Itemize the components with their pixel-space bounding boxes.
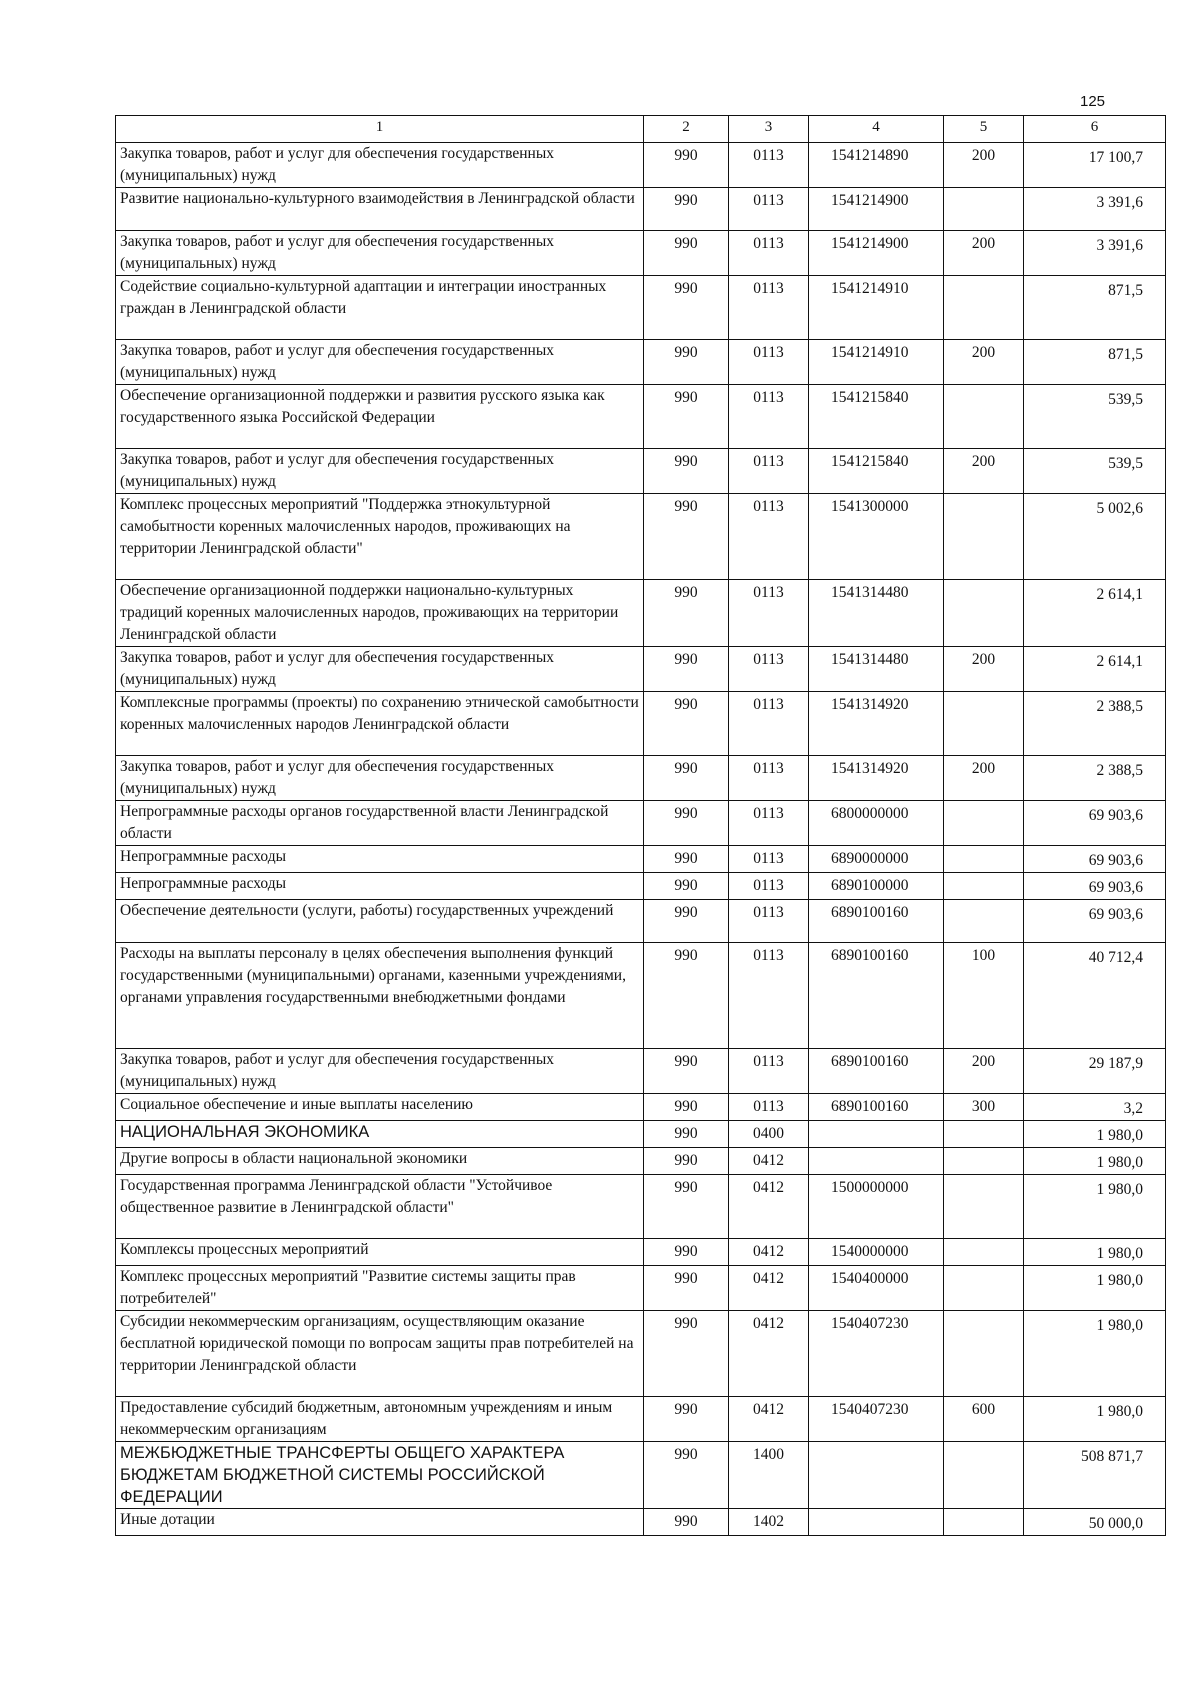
row-description: Расходы на выплаты персоналу в целях обеспечения выполнения функций государственными (муниципальными) органами, казенными учреждениями, органами управления государственными внебюджетными фондами [116,943,644,1049]
row-description: Закупка товаров, работ и услуг для обеспечения государственных (муниципальных) нужд [116,756,644,801]
row-amount: 17 100,7 [1024,143,1166,188]
table-row [116,900,1166,943]
row-target-code: 6890100160 [809,1049,944,1094]
table-row [116,1266,1166,1311]
row-amount: 1 980,0 [1024,1175,1166,1239]
row-description: Закупка товаров, работ и услуг для обеспечения государственных (муниципальных) нужд [116,143,644,188]
row-section-code: 0412 [729,1239,809,1266]
row-expense-type: 200 [944,340,1024,385]
row-section-code: 0113 [729,873,809,900]
row-admin-code: 990 [644,276,729,340]
row-section-code: 0412 [729,1266,809,1311]
row-target-code: 6890000000 [809,846,944,873]
row-section-code: 0400 [729,1121,809,1148]
row-admin-code: 990 [644,1121,729,1148]
row-target-code: 1541314480 [809,580,944,647]
row-section-code: 0113 [729,276,809,340]
row-admin-code: 990 [644,1266,729,1311]
table-row [116,756,1166,801]
row-section-code: 0113 [729,231,809,276]
table-row [116,385,1166,449]
row-expense-type [944,1121,1024,1148]
table-row [116,692,1166,756]
row-amount: 40 712,4 [1024,943,1166,1049]
table-row [116,276,1166,340]
row-section-code: 0113 [729,943,809,1049]
row-admin-code: 990 [644,1148,729,1175]
table-row [116,580,1166,647]
row-expense-type [944,276,1024,340]
row-admin-code: 990 [644,385,729,449]
row-section-code: 0412 [729,1175,809,1239]
row-expense-type: 200 [944,143,1024,188]
page-number: 125 [1080,93,1106,110]
row-section-code: 0113 [729,801,809,846]
row-description: Непрограммные расходы органов государственной власти Ленинградской области [116,801,644,846]
row-expense-type: 200 [944,449,1024,494]
row-description: Обеспечение организационной поддержки национально-культурных традиций коренных малочисленных народов, проживающих на территории Ленинградской области [116,580,644,647]
table-row [116,494,1166,580]
row-admin-code: 990 [644,647,729,692]
row-description: Обеспечение деятельности (услуги, работы) государственных учреждений [116,900,644,943]
row-target-code: 6890100160 [809,943,944,1049]
row-target-code: 1541214900 [809,188,944,231]
row-expense-type: 100 [944,943,1024,1049]
row-amount: 1 980,0 [1024,1311,1166,1397]
row-section-code: 0113 [729,385,809,449]
row-section-code: 1402 [729,1509,809,1536]
row-amount: 69 903,6 [1024,846,1166,873]
row-expense-type: 200 [944,231,1024,276]
row-section-code: 0113 [729,846,809,873]
row-admin-code: 990 [644,580,729,647]
table-row [116,1239,1166,1266]
row-admin-code: 990 [644,692,729,756]
table-row [116,873,1166,900]
row-amount: 2 388,5 [1024,756,1166,801]
row-description: Содействие социально-культурной адаптации и интеграции иностранных граждан в Ленинградской области [116,276,644,340]
row-admin-code: 990 [644,1397,729,1442]
row-expense-type [944,385,1024,449]
table-row [116,449,1166,494]
row-section-code: 0412 [729,1311,809,1397]
row-description: МЕЖБЮДЖЕТНЫЕ ТРАНСФЕРТЫ ОБЩЕГО ХАРАКТЕРА БЮДЖЕТАМ БЮДЖЕТНОЙ СИСТЕМЫ РОССИЙСКОЙ ФЕДЕРАЦИИ [116,1442,644,1509]
row-section-code: 0113 [729,449,809,494]
row-admin-code: 990 [644,756,729,801]
row-target-code: 1541214910 [809,340,944,385]
row-section-code: 0412 [729,1397,809,1442]
row-section-code: 0113 [729,188,809,231]
row-expense-type [944,1239,1024,1266]
budget-table-container [115,115,1165,1536]
row-expense-type [944,1148,1024,1175]
table-row [116,1148,1166,1175]
row-target-code: 1541314920 [809,692,944,756]
row-admin-code: 990 [644,1509,729,1536]
row-section-code: 0113 [729,692,809,756]
row-admin-code: 990 [644,231,729,276]
row-description: НАЦИОНАЛЬНАЯ ЭКОНОМИКА [116,1121,644,1148]
row-target-code [809,1442,944,1509]
row-description: Другие вопросы в области национальной экономики [116,1148,644,1175]
row-amount: 508 871,7 [1024,1442,1166,1509]
row-expense-type [944,1442,1024,1509]
row-expense-type: 300 [944,1094,1024,1121]
row-target-code: 1540000000 [809,1239,944,1266]
table-row [116,1397,1166,1442]
row-amount: 50 000,0 [1024,1509,1166,1536]
header-col-4: 4 [809,116,944,143]
row-amount: 3 391,6 [1024,231,1166,276]
row-target-code: 1541214900 [809,231,944,276]
row-amount: 539,5 [1024,385,1166,449]
header-col-6: 6 [1024,116,1166,143]
row-admin-code: 990 [644,1442,729,1509]
row-section-code: 0113 [729,580,809,647]
row-admin-code: 990 [644,1239,729,1266]
row-description: Обеспечение организационной поддержки и развития русского языка как государственного языка Российской Федерации [116,385,644,449]
row-target-code: 1541314480 [809,647,944,692]
row-admin-code: 990 [644,846,729,873]
row-description: Комплекс процессных мероприятий "Поддержка этнокультурной самобытности коренных малочисленных народов, проживающих на территории Ленинградской области" [116,494,644,580]
table-row [116,1442,1166,1509]
row-target-code: 6890100160 [809,1094,944,1121]
row-expense-type: 200 [944,647,1024,692]
row-target-code: 1541215840 [809,449,944,494]
row-section-code: 1400 [729,1442,809,1509]
row-amount: 871,5 [1024,276,1166,340]
row-description: Комплексы процессных мероприятий [116,1239,644,1266]
row-section-code: 0113 [729,647,809,692]
row-expense-type [944,1266,1024,1311]
row-target-code: 6890100160 [809,900,944,943]
row-admin-code: 990 [644,873,729,900]
table-row [116,1509,1166,1536]
row-admin-code: 990 [644,1311,729,1397]
table-row [116,231,1166,276]
row-section-code: 0113 [729,340,809,385]
row-amount: 1 980,0 [1024,1266,1166,1311]
row-amount: 69 903,6 [1024,873,1166,900]
header-row [116,116,1166,143]
table-row [116,1049,1166,1094]
row-target-code [809,1121,944,1148]
row-target-code [809,1148,944,1175]
row-amount: 2 614,1 [1024,580,1166,647]
row-admin-code: 990 [644,494,729,580]
table-row [116,647,1166,692]
row-admin-code: 990 [644,340,729,385]
row-section-code: 0113 [729,1094,809,1121]
row-amount: 1 980,0 [1024,1239,1166,1266]
row-description: Закупка товаров, работ и услуг для обеспечения государственных (муниципальных) нужд [116,449,644,494]
row-expense-type: 200 [944,756,1024,801]
row-expense-type [944,1509,1024,1536]
row-expense-type [944,692,1024,756]
row-section-code: 0113 [729,900,809,943]
row-section-code: 0113 [729,143,809,188]
table-row [116,340,1166,385]
table-row [116,801,1166,846]
row-target-code: 1541215840 [809,385,944,449]
row-description: Иные дотации [116,1509,644,1536]
row-amount: 29 187,9 [1024,1049,1166,1094]
table-row [116,1311,1166,1397]
row-target-code: 1541300000 [809,494,944,580]
row-description: Непрограммные расходы [116,846,644,873]
row-description: Закупка товаров, работ и услуг для обеспечения государственных (муниципальных) нужд [116,1049,644,1094]
row-description: Государственная программа Ленинградской области "Устойчивое общественное развитие в Ленинградской области" [116,1175,644,1239]
row-amount: 5 002,6 [1024,494,1166,580]
row-description: Непрограммные расходы [116,873,644,900]
row-description: Развитие национально-культурного взаимодействия в Ленинградской области [116,188,644,231]
header-col-3: 3 [729,116,809,143]
row-amount: 1 980,0 [1024,1148,1166,1175]
row-target-code: 6890100000 [809,873,944,900]
row-target-code [809,1509,944,1536]
row-expense-type [944,846,1024,873]
row-amount: 69 903,6 [1024,801,1166,846]
row-amount: 871,5 [1024,340,1166,385]
table-row [116,143,1166,188]
row-section-code: 0113 [729,494,809,580]
row-admin-code: 990 [644,143,729,188]
row-expense-type [944,494,1024,580]
row-admin-code: 990 [644,1175,729,1239]
row-admin-code: 990 [644,943,729,1049]
row-expense-type [944,188,1024,231]
row-expense-type [944,1311,1024,1397]
row-admin-code: 990 [644,1094,729,1121]
header-col-1: 1 [116,116,644,143]
row-amount: 69 903,6 [1024,900,1166,943]
header-col-2: 2 [644,116,729,143]
row-description: Закупка товаров, работ и услуг для обеспечения государственных (муниципальных) нужд [116,647,644,692]
row-amount: 3 391,6 [1024,188,1166,231]
table-row [116,188,1166,231]
row-expense-type [944,801,1024,846]
row-admin-code: 990 [644,801,729,846]
row-expense-type: 600 [944,1397,1024,1442]
row-admin-code: 990 [644,900,729,943]
row-expense-type [944,580,1024,647]
table-row [116,1121,1166,1148]
row-description: Субсидии некоммерческим организациям, осуществляющим оказание бесплатной юридической помощи по вопросам защиты прав потребителей на территории Ленинградской области [116,1311,644,1397]
row-description: Предоставление субсидий бюджетным, автономным учреждениям и иным некоммерческим организациям [116,1397,644,1442]
row-section-code: 0113 [729,756,809,801]
row-amount: 1 980,0 [1024,1121,1166,1148]
table-body [116,143,1166,1536]
row-admin-code: 990 [644,188,729,231]
row-amount: 2 614,1 [1024,647,1166,692]
row-target-code: 1500000000 [809,1175,944,1239]
table-row [116,846,1166,873]
row-target-code: 1541214910 [809,276,944,340]
row-admin-code: 990 [644,449,729,494]
row-target-code: 1540407230 [809,1311,944,1397]
row-amount: 539,5 [1024,449,1166,494]
row-description: Закупка товаров, работ и услуг для обеспечения государственных (муниципальных) нужд [116,340,644,385]
row-target-code: 1540407230 [809,1397,944,1442]
row-description: Комплексные программы (проекты) по сохранению этнической самобытности коренных малочисленных народов Ленинградской области [116,692,644,756]
row-expense-type: 200 [944,1049,1024,1094]
row-admin-code: 990 [644,1049,729,1094]
row-section-code: 0412 [729,1148,809,1175]
row-amount: 1 980,0 [1024,1397,1166,1442]
row-amount: 2 388,5 [1024,692,1166,756]
table-row [116,1094,1166,1121]
row-target-code: 1541214890 [809,143,944,188]
row-description: Комплекс процессных мероприятий "Развитие системы защиты прав потребителей" [116,1266,644,1311]
row-expense-type [944,873,1024,900]
table-row [116,1175,1166,1239]
row-target-code: 6800000000 [809,801,944,846]
row-expense-type [944,1175,1024,1239]
row-description: Социальное обеспечение и иные выплаты населению [116,1094,644,1121]
row-description: Закупка товаров, работ и услуг для обеспечения государственных (муниципальных) нужд [116,231,644,276]
budget-table [115,115,1166,1536]
row-amount: 3,2 [1024,1094,1166,1121]
row-expense-type [944,900,1024,943]
header-col-5: 5 [944,116,1024,143]
row-section-code: 0113 [729,1049,809,1094]
row-target-code: 1541314920 [809,756,944,801]
table-row [116,943,1166,1049]
row-target-code: 1540400000 [809,1266,944,1311]
